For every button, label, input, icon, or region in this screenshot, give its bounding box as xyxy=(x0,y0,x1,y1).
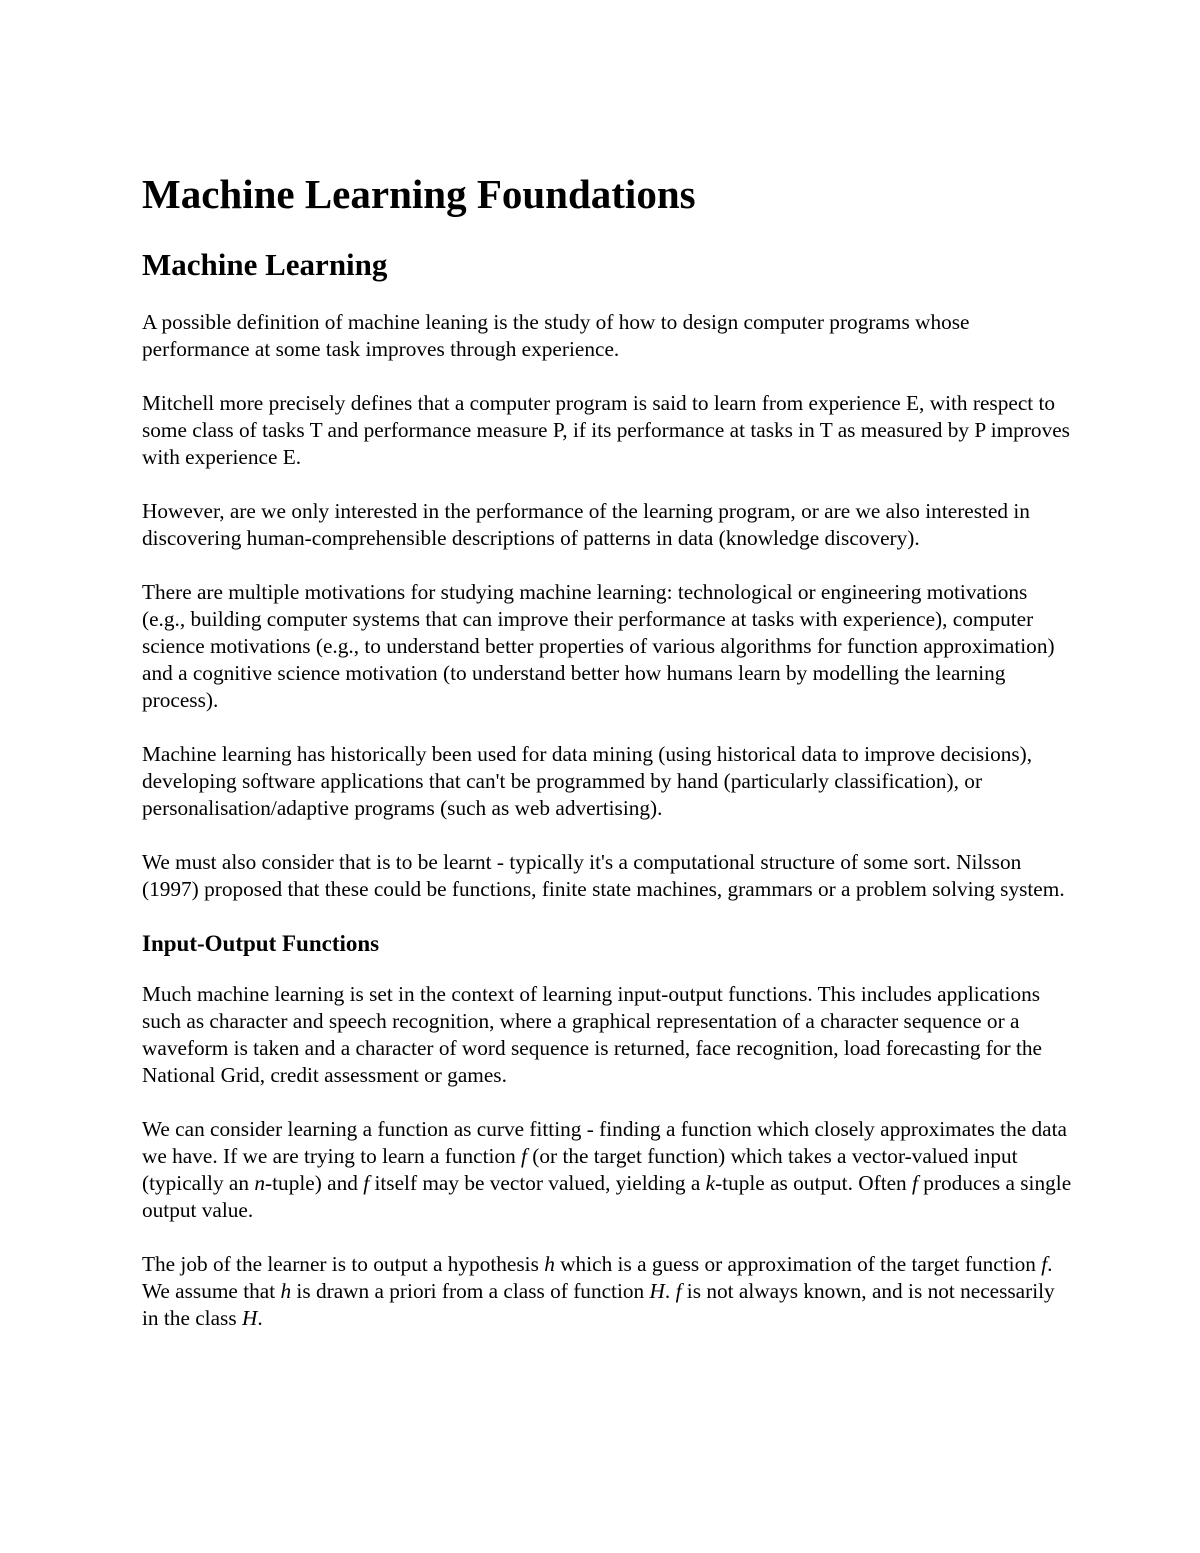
math-f: f xyxy=(675,1279,682,1304)
paragraph-what-is-learnt: We must also consider that is to be learnt - typically it's a computational structure of some sort. Nilsson (1997) proposed that these could be functions, finite state machines, grammars or a problem solving system. xyxy=(142,849,1065,901)
paragraph-mitchell: Mitchell more precisely defines that a computer program is said to learn from experience E, with respect to some class of tasks T and performance measure P, if its performance at tasks in T as measured by P improves with experience E. xyxy=(142,390,1070,469)
text-run: We can consider learning a function as curve fitting - finding a function which closely approximates the data we have. If we are trying to learn a function xyxy=(142,1117,1067,1169)
math-h: h xyxy=(544,1252,555,1277)
paragraph-motivations: There are multiple motivations for studying machine learning: technological or engineering motivations (e.g., building computer systems that can improve their performance at tasks with experience), computer science motivations (e.g., to understand better properties of various algorithms for function approximation) and a cognitive science motivation (to understand better how humans learn by modelling the learning process). xyxy=(142,579,1055,712)
section-heading-input-output-functions: Input-Output Functions xyxy=(142,930,380,956)
math-f: f xyxy=(912,1171,918,1196)
paragraph-definition: A possible definition of machine leaning is the study of how to design computer programs whose performance at some task improves through experience. xyxy=(142,309,970,361)
text-run: -tuple as output. Often xyxy=(715,1171,913,1196)
text-run: produces a single output value. xyxy=(142,1171,1072,1223)
math-H: H xyxy=(241,1306,258,1331)
text-run: -tuple) and xyxy=(265,1171,364,1196)
text-run: . xyxy=(257,1306,263,1331)
document-page xyxy=(142,172,1072,1359)
math-n: n xyxy=(254,1171,266,1196)
text-run: itself may be vector valued, yielding a xyxy=(369,1171,706,1196)
text-run: which is a guess or approximation of the target function xyxy=(554,1252,1042,1277)
text-run: is drawn a priori from a class of function xyxy=(291,1279,650,1304)
text-run: . xyxy=(664,1279,676,1304)
paragraph-knowledge-discovery: However, are we only interested in the performance of the learning program, or are we also interested in discovering human-comprehensible descriptions of patterns in data (knowledge discovery). xyxy=(142,498,1030,550)
paragraph-hypothesis xyxy=(142,1251,1072,1332)
text-run: The job of the learner is to output a hypothesis xyxy=(142,1252,545,1277)
math-k: k xyxy=(705,1171,716,1196)
math-f: f xyxy=(521,1144,527,1169)
text-run: is not always known, and is not necessarily in the class xyxy=(142,1279,1055,1331)
text-run: (or the target function) which takes a vector-valued input (typically an xyxy=(142,1144,1018,1196)
math-f: f xyxy=(1041,1252,1048,1277)
math-h: h xyxy=(280,1279,292,1304)
document-title: Machine Learning Foundations xyxy=(142,171,696,217)
section-heading-machine-learning: Machine Learning xyxy=(142,247,388,283)
paragraph-data-mining: Machine learning has historically been used for data mining (using historical data to improve decisions), developing software applications that can't be programmed by hand (particularly classification), or personalisation/adaptive programs (such as web advertising). xyxy=(142,741,1033,820)
text-run: . We assume that xyxy=(142,1252,1053,1304)
math-f: f xyxy=(363,1171,370,1196)
paragraph-curve-fitting xyxy=(142,1116,1072,1224)
paragraph-input-output: Much machine learning is set in the context of learning input-output functions. This includes applications such as character and speech recognition, where a graphical representation of a character sequence or a waveform is taken and a character of word sequence is returned, face recognition, load forecasting for the National Grid, credit assessment or games. xyxy=(142,982,1042,1088)
math-H: H xyxy=(649,1279,665,1304)
